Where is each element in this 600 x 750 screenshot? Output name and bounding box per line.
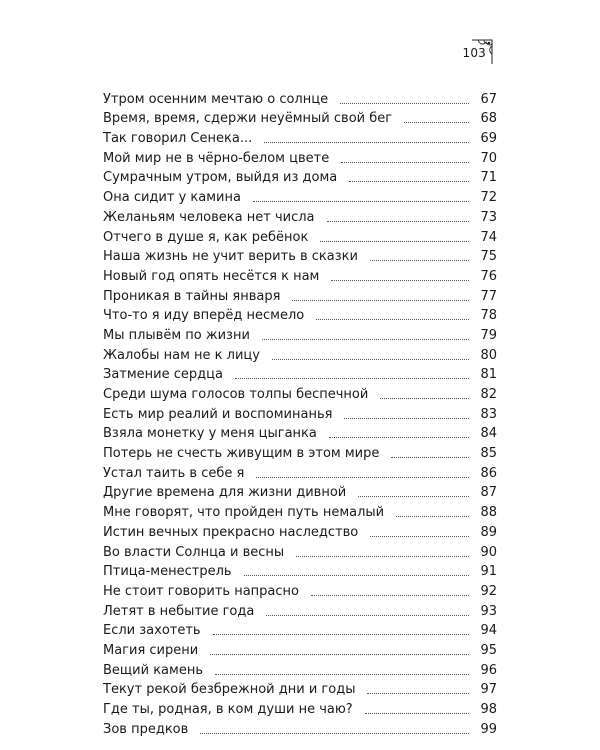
toc-leader-dots bbox=[331, 280, 469, 281]
toc-entry bbox=[103, 659, 497, 679]
toc-leader-dots bbox=[327, 221, 469, 222]
toc-leader-dots bbox=[296, 556, 469, 557]
toc-entry-page: 74 bbox=[480, 229, 497, 245]
toc-entry-page: 89 bbox=[480, 524, 497, 540]
toc-entry-page: 94 bbox=[480, 623, 497, 639]
toc-entry-title: Другие времена для жизни дивной bbox=[103, 485, 347, 501]
toc-leader-dots bbox=[215, 674, 469, 675]
toc-entry bbox=[103, 364, 497, 384]
toc-entry-title: Проникая в тайны января bbox=[103, 288, 281, 304]
toc-entry-page: 95 bbox=[480, 642, 497, 658]
toc-leader-dots bbox=[404, 122, 469, 123]
toc-leader-dots bbox=[391, 457, 469, 458]
toc-entry-title: Устал таить в себе я bbox=[103, 465, 245, 481]
toc-leader-dots bbox=[365, 713, 469, 714]
toc-entry bbox=[103, 501, 497, 521]
toc-entry-page: 91 bbox=[480, 564, 497, 580]
toc-entry bbox=[103, 442, 497, 462]
toc-entry bbox=[103, 620, 497, 640]
toc-entry-title: Текут рекой безбрежной дни и годы bbox=[103, 682, 356, 698]
toc-leader-dots bbox=[200, 733, 469, 734]
toc-entry-page: 67 bbox=[480, 91, 497, 107]
toc-leader-dots bbox=[329, 437, 469, 438]
toc-leader-dots bbox=[210, 654, 469, 655]
toc-entry-page: 85 bbox=[480, 446, 497, 462]
toc-entry-page: 86 bbox=[480, 465, 497, 481]
toc-entry-page: 80 bbox=[480, 347, 497, 363]
toc-entry bbox=[103, 305, 497, 325]
toc-entry-page: 82 bbox=[480, 387, 497, 402]
toc-entry-title: Желаньям человека нет числа bbox=[103, 209, 315, 225]
toc-entry bbox=[103, 324, 497, 344]
toc-entry-title: Если захотеть bbox=[103, 623, 201, 639]
toc-entry-title: Не стоит говорить напрасно bbox=[103, 583, 299, 599]
toc-entry-page: 98 bbox=[480, 702, 497, 717]
toc-entry-title: Затмение сердца bbox=[103, 367, 223, 383]
toc-entry-title: Мне говорят, что пройден путь немалый bbox=[103, 505, 385, 521]
toc-entry-page: 72 bbox=[480, 190, 497, 206]
toc-entry bbox=[103, 383, 497, 403]
toc-leader-dots bbox=[341, 162, 469, 163]
toc-entry-title: Среди шума голосов толпы беспечной bbox=[103, 387, 369, 402]
toc-entry-page: 79 bbox=[480, 327, 497, 343]
toc-leader-dots bbox=[253, 201, 469, 202]
toc-entry-page: 99 bbox=[480, 721, 497, 737]
toc-entry-page: 83 bbox=[480, 406, 497, 422]
toc-leader-dots bbox=[256, 477, 469, 478]
page-number: 103 bbox=[462, 46, 486, 60]
toc-leader-dots bbox=[370, 536, 469, 537]
toc-entry-page: 78 bbox=[480, 308, 497, 324]
toc-entry bbox=[103, 482, 497, 502]
toc-entry-page: 93 bbox=[480, 603, 497, 619]
toc-entry bbox=[103, 108, 497, 128]
toc-entry-title: Утром осенним мечтаю о солнце bbox=[103, 91, 329, 107]
toc-entry-title: Что-то я иду вперёд несмело bbox=[103, 308, 305, 324]
toc-entry bbox=[103, 265, 497, 285]
toc-entry-page: 75 bbox=[480, 249, 497, 265]
toc-entry-title: Магия сирени bbox=[103, 642, 199, 658]
toc-leader-dots bbox=[344, 418, 469, 419]
toc-leader-dots bbox=[380, 398, 469, 399]
toc-entry bbox=[103, 561, 497, 581]
toc-entry bbox=[103, 600, 497, 620]
toc-entry bbox=[103, 639, 497, 659]
toc-leader-dots bbox=[340, 103, 469, 104]
toc-leader-dots bbox=[262, 339, 469, 340]
toc-leader-dots bbox=[292, 300, 469, 301]
toc-entry-title: Есть мир реалий и воспоминанья bbox=[103, 406, 333, 422]
toc-entry-page: 69 bbox=[480, 131, 497, 147]
toc-leader-dots bbox=[272, 359, 469, 360]
toc-entry-title: Так говорил Сенека... bbox=[103, 131, 253, 147]
toc-entry bbox=[103, 580, 497, 600]
toc-entry-title: Во власти Солнца и весны bbox=[103, 544, 285, 560]
toc-entry-title: Истин вечных прекрасно наследство bbox=[103, 524, 359, 540]
toc-entry-title: Потерь не счесть живущим в этом мире bbox=[103, 446, 380, 462]
toc-leader-dots bbox=[349, 181, 469, 182]
toc-leader-dots bbox=[213, 634, 469, 635]
toc-entry-page: 88 bbox=[480, 505, 497, 521]
table-of-contents bbox=[103, 88, 497, 738]
toc-entry bbox=[103, 423, 497, 443]
toc-entry bbox=[103, 127, 497, 147]
toc-entry-title: Птица-менестрель bbox=[103, 564, 232, 580]
toc-entry-page: 87 bbox=[480, 485, 497, 501]
toc-entry-title: Зов предков bbox=[103, 721, 189, 737]
toc-entry bbox=[103, 226, 497, 246]
toc-entry-title: Взяла монетку у меня цыганка bbox=[103, 426, 317, 442]
toc-leader-dots bbox=[320, 241, 469, 242]
toc-entry bbox=[103, 246, 497, 266]
toc-leader-dots bbox=[367, 693, 469, 694]
toc-entry-page: 77 bbox=[480, 288, 497, 304]
toc-entry-page: 97 bbox=[480, 682, 497, 698]
toc-entry bbox=[103, 718, 497, 738]
toc-leader-dots bbox=[316, 319, 469, 320]
toc-entry bbox=[103, 88, 497, 108]
toc-entry-title: Мой мир не в чёрно-белом цвете bbox=[103, 150, 330, 166]
toc-leader-dots bbox=[358, 496, 469, 497]
toc-entry-page: 68 bbox=[480, 111, 497, 127]
toc-entry bbox=[103, 285, 497, 305]
toc-entry-page: 70 bbox=[480, 150, 497, 166]
toc-entry-title: Новый год опять несётся к нам bbox=[103, 268, 320, 284]
toc-entry-page: 96 bbox=[480, 662, 497, 678]
toc-leader-dots bbox=[311, 595, 469, 596]
toc-entry-page: 73 bbox=[480, 209, 497, 225]
toc-leader-dots bbox=[264, 142, 469, 143]
toc-entry-page: 90 bbox=[480, 544, 497, 560]
toc-entry-page: 84 bbox=[480, 426, 497, 442]
toc-entry-title: Где ты, родная, в ком души не чаю? bbox=[103, 702, 353, 717]
toc-entry bbox=[103, 186, 497, 206]
toc-entry-page: 76 bbox=[480, 268, 497, 284]
toc-leader-dots bbox=[396, 516, 469, 517]
toc-entry-page: 71 bbox=[480, 170, 497, 186]
toc-entry-title: Вещий камень bbox=[103, 662, 203, 678]
toc-leader-dots bbox=[244, 575, 469, 576]
toc-entry bbox=[103, 698, 497, 718]
toc-entry-title: Летят в небытие года bbox=[103, 603, 255, 619]
toc-entry bbox=[103, 462, 497, 482]
toc-entry-title: Сумрачным утром, выйдя из дома bbox=[103, 170, 338, 186]
toc-entry bbox=[103, 344, 497, 364]
toc-entry bbox=[103, 541, 497, 561]
toc-entry-title: Мы плывём по жизни bbox=[103, 327, 250, 343]
toc-entry-page: 92 bbox=[480, 583, 497, 599]
toc-entry bbox=[103, 167, 497, 187]
toc-leader-dots bbox=[370, 260, 469, 261]
toc-entry bbox=[103, 206, 497, 226]
toc-entry-title: Время, время, сдержи неуёмный свой бег bbox=[103, 111, 393, 127]
toc-entry-title: Она сидит у камина bbox=[103, 190, 241, 206]
toc-entry-title: Жалобы нам не к лицу bbox=[103, 347, 260, 363]
toc-entry-title: Наша жизнь не учит верить в сказки bbox=[103, 249, 358, 265]
toc-entry bbox=[103, 147, 497, 167]
toc-leader-dots bbox=[266, 615, 469, 616]
toc-entry bbox=[103, 403, 497, 423]
toc-entry bbox=[103, 679, 497, 699]
toc-leader-dots bbox=[235, 378, 469, 379]
toc-entry bbox=[103, 521, 497, 541]
toc-entry-title: Отчего в душе я, как ребёнок bbox=[103, 229, 309, 245]
toc-entry-page: 81 bbox=[480, 367, 497, 383]
